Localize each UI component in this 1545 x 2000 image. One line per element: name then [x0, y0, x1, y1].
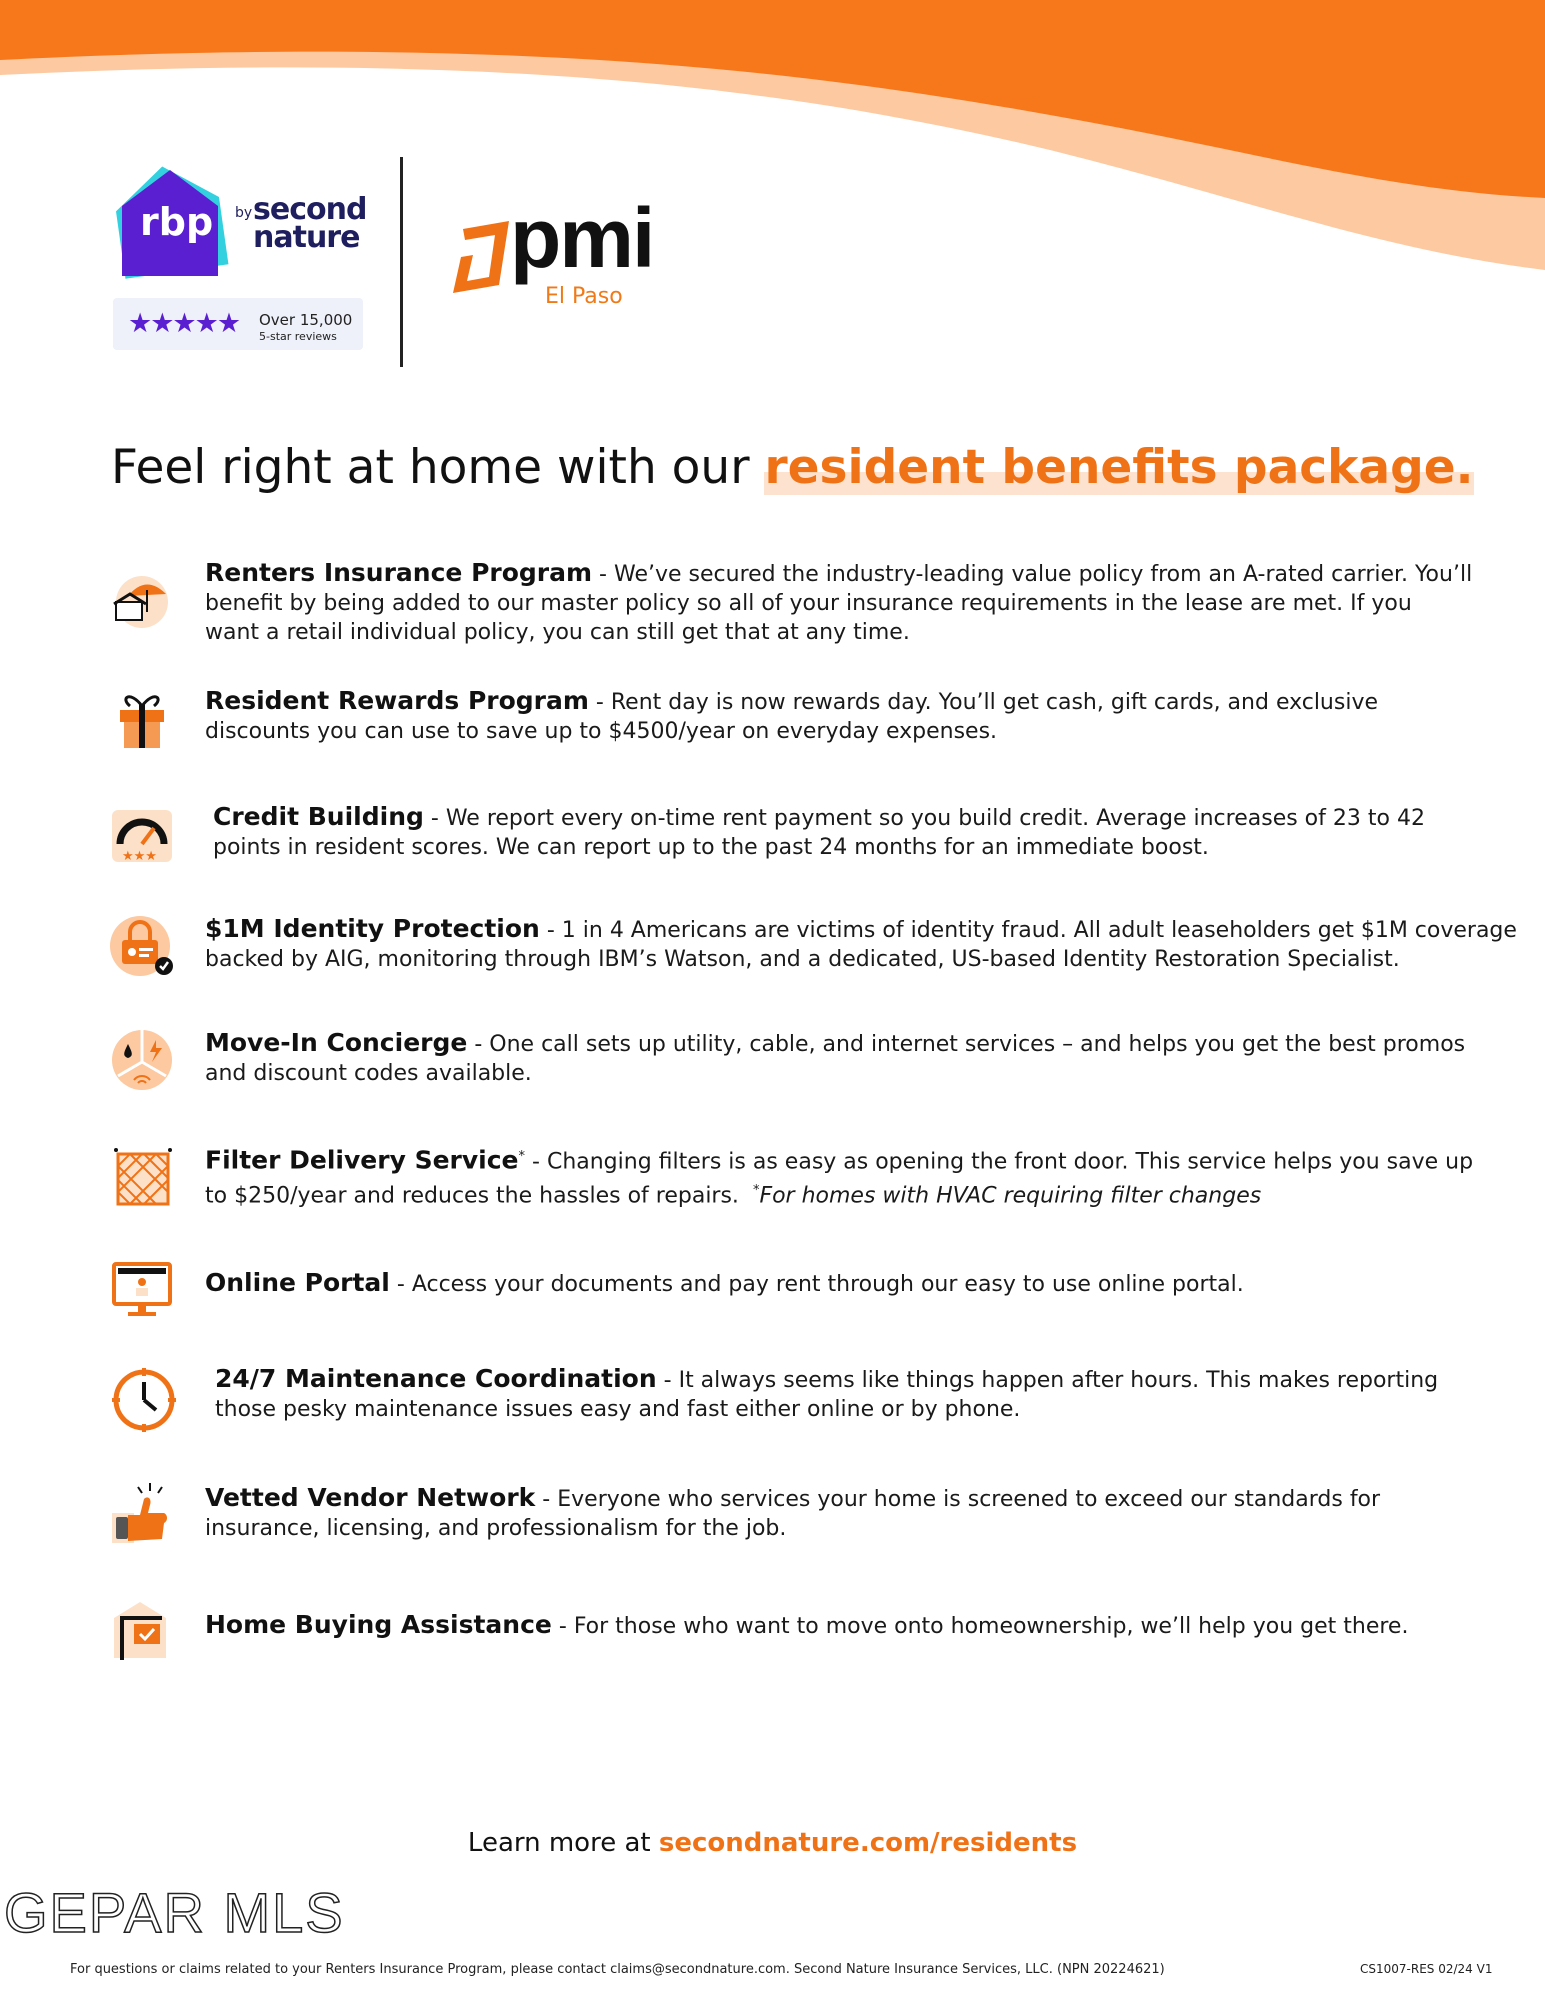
reviews-label: 5-star reviews: [259, 330, 337, 343]
benefit-desc-line: and discount codes available.: [205, 1061, 532, 1086]
benefit-desc-line: insurance, licensing, and professionalism for the job.: [205, 1516, 787, 1541]
monitor-portal-icon: [110, 1254, 174, 1318]
logo-divider: [400, 157, 403, 367]
benefit-text: Vetted Vendor Network - Everyone who services your home is screened to exceed our standards for insurance, licensing, and professionalism for the job.: [205, 1483, 1381, 1541]
benefit-title: Renters Insurance Program: [205, 558, 593, 587]
benefit-title: Move-In Concierge: [205, 1028, 468, 1057]
benefit-desc-line: points in resident scores. We can report up to the past 24 months for an immediate boost.: [213, 835, 1209, 860]
benefit-footnote: For homes with HVAC requiring filter changes: [759, 1183, 1262, 1209]
learn-more-link[interactable]: secondnature.com/residents: [658, 1828, 1078, 1858]
benefit-text: Resident Rewards Program - Rent day is now rewards day. You’ll get cash, gift cards, and exclusive discounts you can use to save up to $4500/year on everyday expenses.: [205, 686, 1379, 744]
benefit-desc-line: Everyone who services your home is screened to exceed our standards for: [557, 1487, 1381, 1512]
learn-more: [0, 1828, 1545, 1858]
benefit-title: $1M Identity Protection: [205, 914, 540, 943]
benefit-desc-line: to $250/year and reduces the hassles of repairs.: [205, 1183, 739, 1209]
star-rating-icon: ★★★★★: [128, 308, 240, 339]
benefit-text: Move-In Concierge - One call sets up utility, cable, and internet services – and helps you get the best promos and discount codes available.: [205, 1028, 1466, 1086]
umbrella-house-icon: [110, 568, 174, 632]
benefit-desc-line: benefit by being added to our master policy so all of your insurance requirements in the lease are met. If you: [205, 591, 1412, 616]
footer-fine-print: For questions or claims related to your Renters Insurance Program, please contact claims@secondnature.com. Second Nature Insurance Services, LLC. (NPN 20224621): [70, 1962, 1165, 1977]
gift-icon: [110, 686, 174, 750]
benefit-title: Credit Building: [213, 802, 424, 831]
title-part-1: Feel right at home with our: [111, 440, 765, 495]
benefit-desc-line: We’ve secured the industry-leading value policy from an A-rated carrier. You’ll: [614, 562, 1473, 587]
page-title: [111, 440, 1474, 495]
second-nature-logo: second nature: [253, 192, 367, 255]
clock-icon: [112, 1368, 176, 1432]
pmi-logo: pmi: [510, 191, 654, 285]
second-nature-by: by: [235, 205, 253, 221]
air-filter-icon: [110, 1144, 174, 1208]
benefit-text: Renters Insurance Program - We’ve secured the industry-leading value policy from an A-rated carrier. You’ll benefit by being added to our master policy so all of your insurance requirements in the lease are met. If you want a retail individual policy, you can still get that at any time.: [205, 558, 1473, 645]
utilities-icon: [110, 1028, 174, 1092]
home-sign-icon: [110, 1598, 174, 1662]
benefit-desc-line: Access your documents and pay rent through our easy to use online portal.: [411, 1272, 1244, 1297]
benefit-desc-line: It always seems like things happen after hours. This makes reporting: [678, 1368, 1439, 1393]
benefit-text: Home Buying Assistance - For those who want to move onto homeownership, we’ll help you get there.: [205, 1610, 1409, 1639]
credit-gauge-icon: [110, 804, 174, 868]
benefit-text: 24/7 Maintenance Coordination - It always seems like things happen after hours. This makes reporting those pesky maintenance issues easy and fast either online or by phone.: [215, 1364, 1439, 1422]
benefit-text: Credit Building - We report every on-time rent payment so you build credit. Average increases of 23 to 42 points in resident scores. We can report up to the past 24 months for an immediate boost.: [213, 802, 1425, 860]
benefit-desc-line: backed by AIG, monitoring through IBM’s Watson, and a dedicated, US-based Identity Restoration Specialist.: [205, 947, 1400, 972]
pmi-location: El Paso: [545, 284, 623, 309]
header-wave-decoration: [0, 0, 1545, 300]
benefit-desc-line: Changing filters is as easy as opening the front door. This service helps you save up: [546, 1149, 1474, 1175]
benefit-desc-line: One call sets up utility, cable, and internet services – and helps you get the best promos: [489, 1032, 1466, 1057]
benefit-desc-line: those pesky maintenance issues easy and fast either online or by phone.: [215, 1397, 1021, 1422]
identity-lock-icon: [110, 914, 174, 978]
benefit-desc-line: want a retail individual policy, you can still get that at any time.: [205, 620, 910, 645]
benefit-title: Resident Rewards Program: [205, 686, 589, 715]
benefit-desc-line: We report every on-time rent payment so you build credit. Average increases of 23 to 42: [445, 806, 1425, 831]
benefit-title: Vetted Vendor Network: [205, 1483, 536, 1512]
benefit-title: 24/7 Maintenance Coordination: [215, 1364, 657, 1393]
benefit-text: Online Portal - Access your documents and pay rent through our easy to use online portal.: [205, 1268, 1244, 1297]
benefit-text: Filter Delivery Service* - Changing filters is as easy as opening the front door. This service helps you save up to $250/year and reduces the hassles of repairs. *For homes with HVAC requiring filter changes: [205, 1145, 1474, 1209]
mls-watermark: GEPAR MLS: [4, 1881, 345, 1944]
title-highlight: resident benefits package.: [764, 440, 1474, 495]
pmi-logo-mark-icon: [453, 221, 511, 293]
thumbs-up-icon: [110, 1481, 174, 1545]
benefit-text: $1M Identity Protection - 1 in 4 Americans are victims of identity fraud. All adult leaseholders get $1M coverage backed by AIG, monitoring through IBM’s Watson, and a dedicated, US-based Identity Restoration Specialist.: [205, 914, 1517, 972]
benefit-title: Online Portal: [205, 1268, 390, 1297]
benefit-desc-line: 1 in 4 Americans are victims of identity fraud. All adult leaseholders get $1M coverage: [561, 918, 1517, 943]
document-code: CS1007-RES 02/24 V1: [1360, 1962, 1493, 1976]
reviews-count: Over 15,000: [259, 311, 353, 329]
benefit-title: Home Buying Assistance: [205, 1610, 552, 1639]
svg-text:★★★: ★★★: [122, 849, 157, 864]
learn-more-label: Learn more at: [467, 1828, 659, 1858]
benefit-desc-line: For those who want to move onto homeownership, we’ll help you get there.: [573, 1614, 1409, 1639]
rbp-logo-text: rbp: [140, 200, 214, 244]
benefit-desc-line: discounts you can use to save up to $4500/year on everyday expenses.: [205, 719, 998, 744]
benefit-title: Filter Delivery Service: [205, 1145, 519, 1175]
benefit-desc-line: Rent day is now rewards day. You’ll get cash, gift cards, and exclusive: [610, 690, 1379, 715]
